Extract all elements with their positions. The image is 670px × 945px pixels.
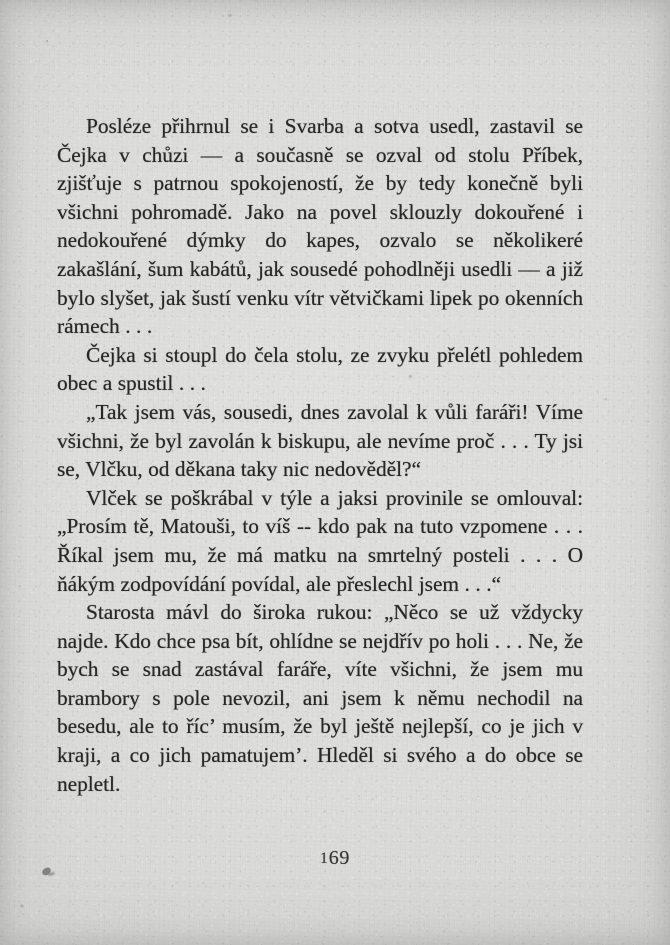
body-text-block (57, 112, 583, 798)
paragraph: „Tak jsem vás, sousedi, dnes zavolal k vůli faráři! Víme všichni, že byl zavolán k biskupu, ale nevíme proč . . . Ty jsi se, Vlčku, od děkana taky nic nedověděl?“ (57, 399, 583, 482)
paragraph: Čejka si stoupl do čela stolu, ze zvyku přelétl pohledem obec a spustil . . . (57, 342, 583, 396)
paragraph: Starosta mávl do široka rukou: „Něco se už vždycky najde. Kdo chce psa bít, ohlídne se nejdřív po holi . . . Ne, že bych se snad zastával faráře, víte všichni, že jsem mu brambory s pole nevozil, ani jsem k němu nechodil na besedu, ale to říc’ musím, že byl ještě nejlepší, co je jich v kraji, a co jich pamatujem’. Hleděl si svého a do obce se nepletl. (57, 600, 583, 796)
paragraph: Posléze přihrnul se i Svarba a sotva usedl, zastavil se Čejka v chůzi — a současně se ozval od stolu Příbek, zjišťuje s patrnou spokojeností, že by tedy konečně byli všichni pohromadě. Jako na povel sklouzly dokouřené i nedokouřené dýmky do kapes, ozvalo se několikeré zakašlání, šum kabátů, jak sousedé pohodlněji usedli — a již bylo slyšet, jak šustí venku vítr větvičkami lipek po okenních rámech . . . (57, 114, 583, 339)
page-number-rest-digits: 69 (328, 847, 350, 869)
page-number-first-digit: 1 (320, 850, 329, 867)
paragraph: Vlček se poškrábal v týle a jaksi provinile se omlouval: „Prosím tě, Matouši, to víš -- kdo pak na tuto vzpomene . . . Říkal jsem mu, že má matku na smrtelný posteli . . . O ňákým zodpovídání povídal, ale přeslechl jsem . . .“ (57, 485, 583, 596)
page-number (0, 847, 670, 870)
